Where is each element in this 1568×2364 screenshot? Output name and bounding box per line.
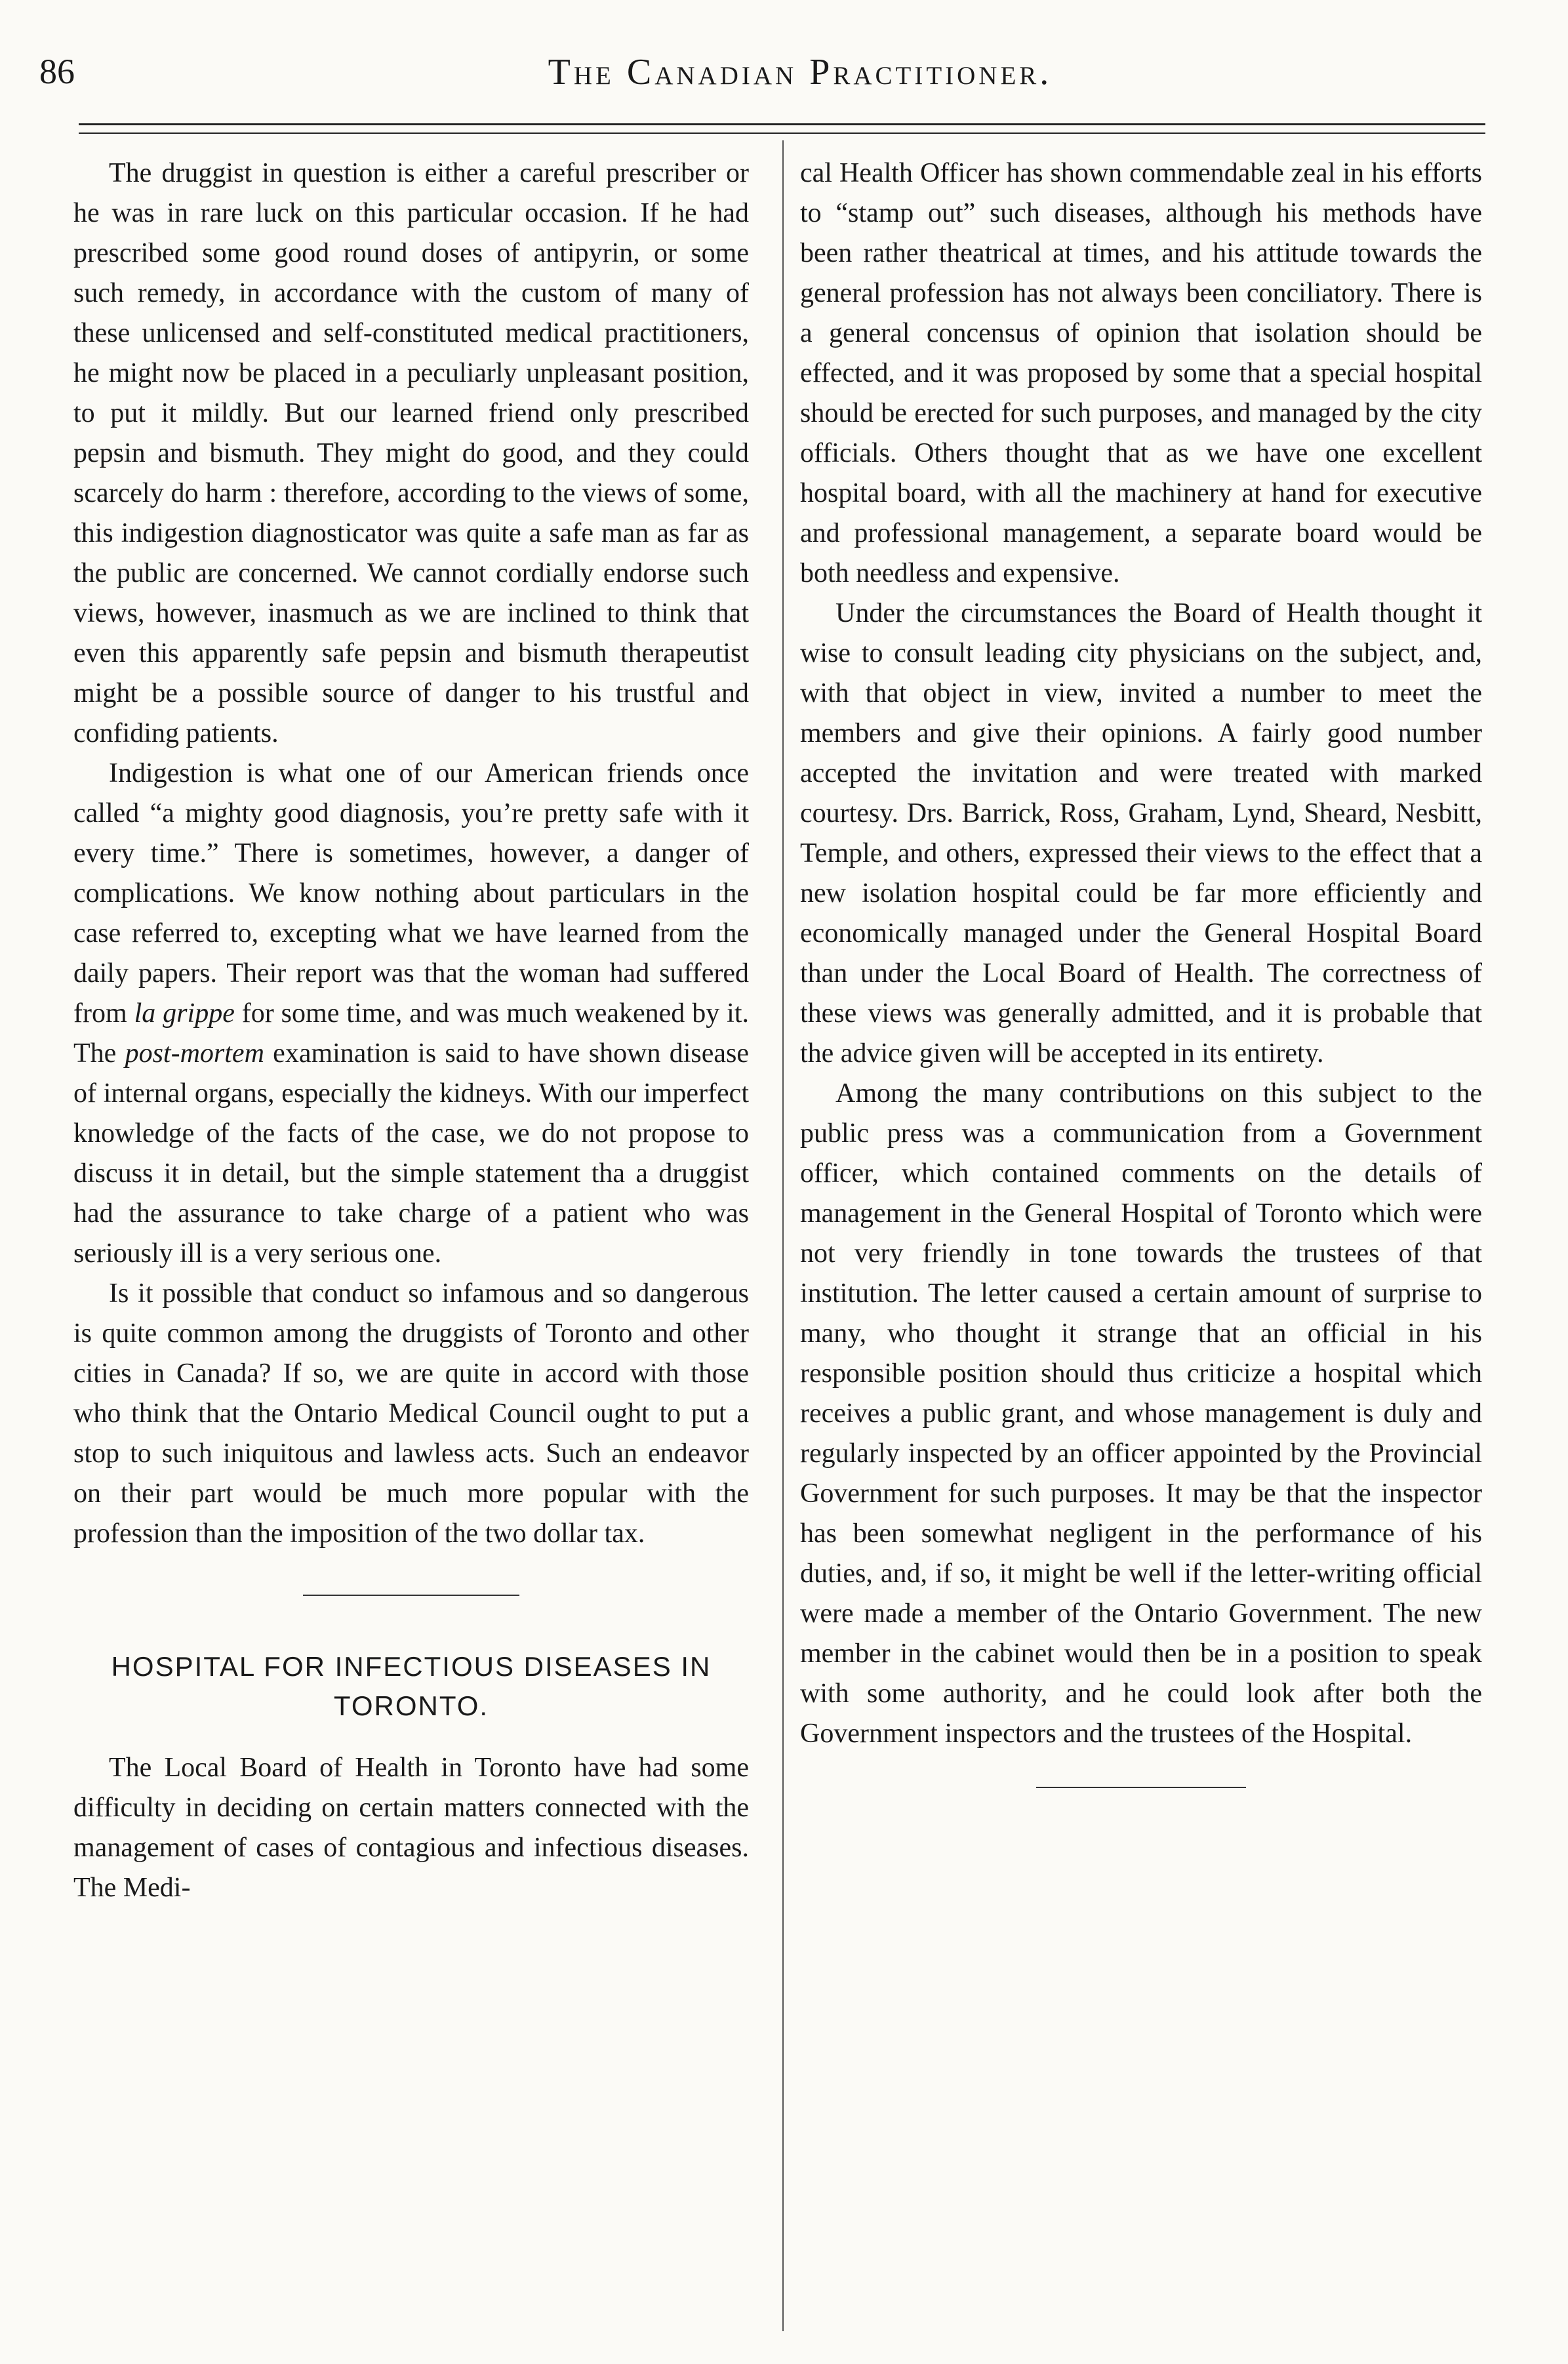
paragraph: cal Health Officer has shown commendable zeal in his efforts to “stamp out” such diseases, although his methods have been rather theatrical at times, and his attitude towards the general profession has not always been conciliatory. There is a general concensus of opinion that isolation should be effected, and it was proposed by some that a special hospital should be erected for such purposes, and managed by the city officials. Others thought that as we have one excellent hospital board, with all the machinery at hand for executive and professional management, a separate board would be both needless and expensive.	[800, 158, 1482, 588]
paragraph: The Local Board of Health in Toronto have had some difficulty in deciding on certain matters connected with the management of cases of contagious and infectious diseases. The Medi-	[73, 1753, 749, 1903]
page-header	[0, 0, 1568, 105]
paragraph: Is it possible that conduct so infamous and so dangerous is quite common among the druggists of Toronto and other cities in Canada? If so, we are quite in accord with those who think that the Ontario Medical Council ought to put a stop to such iniquitous and lawless acts. Such an endeavor on their part would be much more popular with the profession than the imposition of the two dollar tax.	[73, 1278, 749, 1549]
paragraph: The druggist in question is either a careful prescriber or he was in rare luck on this particular occasion. If he had prescribed some good round doses of antipyrin, or some such remedy, in accordance with the custom of many of these unlicensed and self-constituted medical practitioners, he might now be placed in a peculiarly unpleasant position, to put it mildly. But our learned friend only prescribed pepsin and bismuth. They might do good, and they could scarcely do harm : therefore, according to the views of some, this indigestion diagnosticator was quite a safe man as far as the public are concerned. We cannot cordially endorse such views, however, inasmuch as we are inclined to think that even this apparently safe pepsin and bismuth therapeutist might be a possible source of danger to his trustful and confiding patients.	[73, 158, 749, 748]
column-divider	[782, 140, 784, 2331]
paragraph: Among the many contributions on this subject to the public press was a communication from a Government officer, which contained comments on the details of management in the General Hospital of Toronto which were not very friendly in tone towards the trustees of that institution. The letter caused a certain amount of surprise to many, who thought it strange that an official in his responsible position should thus criticize a hospital which receives a public grant, and whose management is duly and regularly inspected by an officer appointed by the Provincial Government for such purposes. It may be that the inspector has been somewhat negligent in the performance of his duties, and, if so, it might be well if the letter-writing official were made a member of the Ontario Government. The new member in the cabinet would then be in a position to speak with some authority, and he could look after both the Government inspectors and the trustees of the Hospital.	[800, 1078, 1482, 1749]
running-title: The Canadian Practitioner.	[548, 52, 1053, 92]
paragraph: Indigestion is what one of our American friends once called “a mighty good diagnosis, you’re pretty safe with it every time.” There is sometimes, however, a danger of complications. We know nothing about particulars in the case referred to, excepting what we have learned from the daily papers. Their report was that the woman had suffered from la grippe for some time, and was much weakened by it. The post-mortem examination is said to have shown disease of internal organs, especially the kidneys. With our imperfect knowledge of the facts of the case, we do not propose to discuss it in detail, but the simple statement tha a druggist had the assurance to take charge of a patient who was seriously ill is a very serious one.	[73, 758, 750, 1269]
section-title: HOSPITAL FOR INFECTIOUS DISEASES IN TORONTO.	[111, 1651, 712, 1721]
right-column	[800, 153, 1482, 1788]
paragraph: Under the circumstances the Board of Health thought it wise to consult leading city physicians on the subject, and, with that object in view, invited a number to meet the members and give their opinions. A fairly good number accepted the invitation and were treated with marked courtesy. Drs. Barrick, Ross, Graham, Lynd, Sheard, Nesbitt, Temple, and others, expressed their views to the effect that a new isolation hospital could be far more efficiently and economically managed under the General Hospital Board than under the Local Board of Health. The correctness of these views was generally admitted, and it is probable that the advice given will be accepted in its entirety.	[800, 598, 1482, 1069]
header-rule-bottom	[79, 132, 1485, 134]
section-divider	[303, 1595, 519, 1596]
left-column	[73, 153, 749, 1908]
header-rule-top	[79, 123, 1485, 125]
end-rule	[1036, 1787, 1246, 1788]
page-number: 86	[39, 52, 75, 91]
